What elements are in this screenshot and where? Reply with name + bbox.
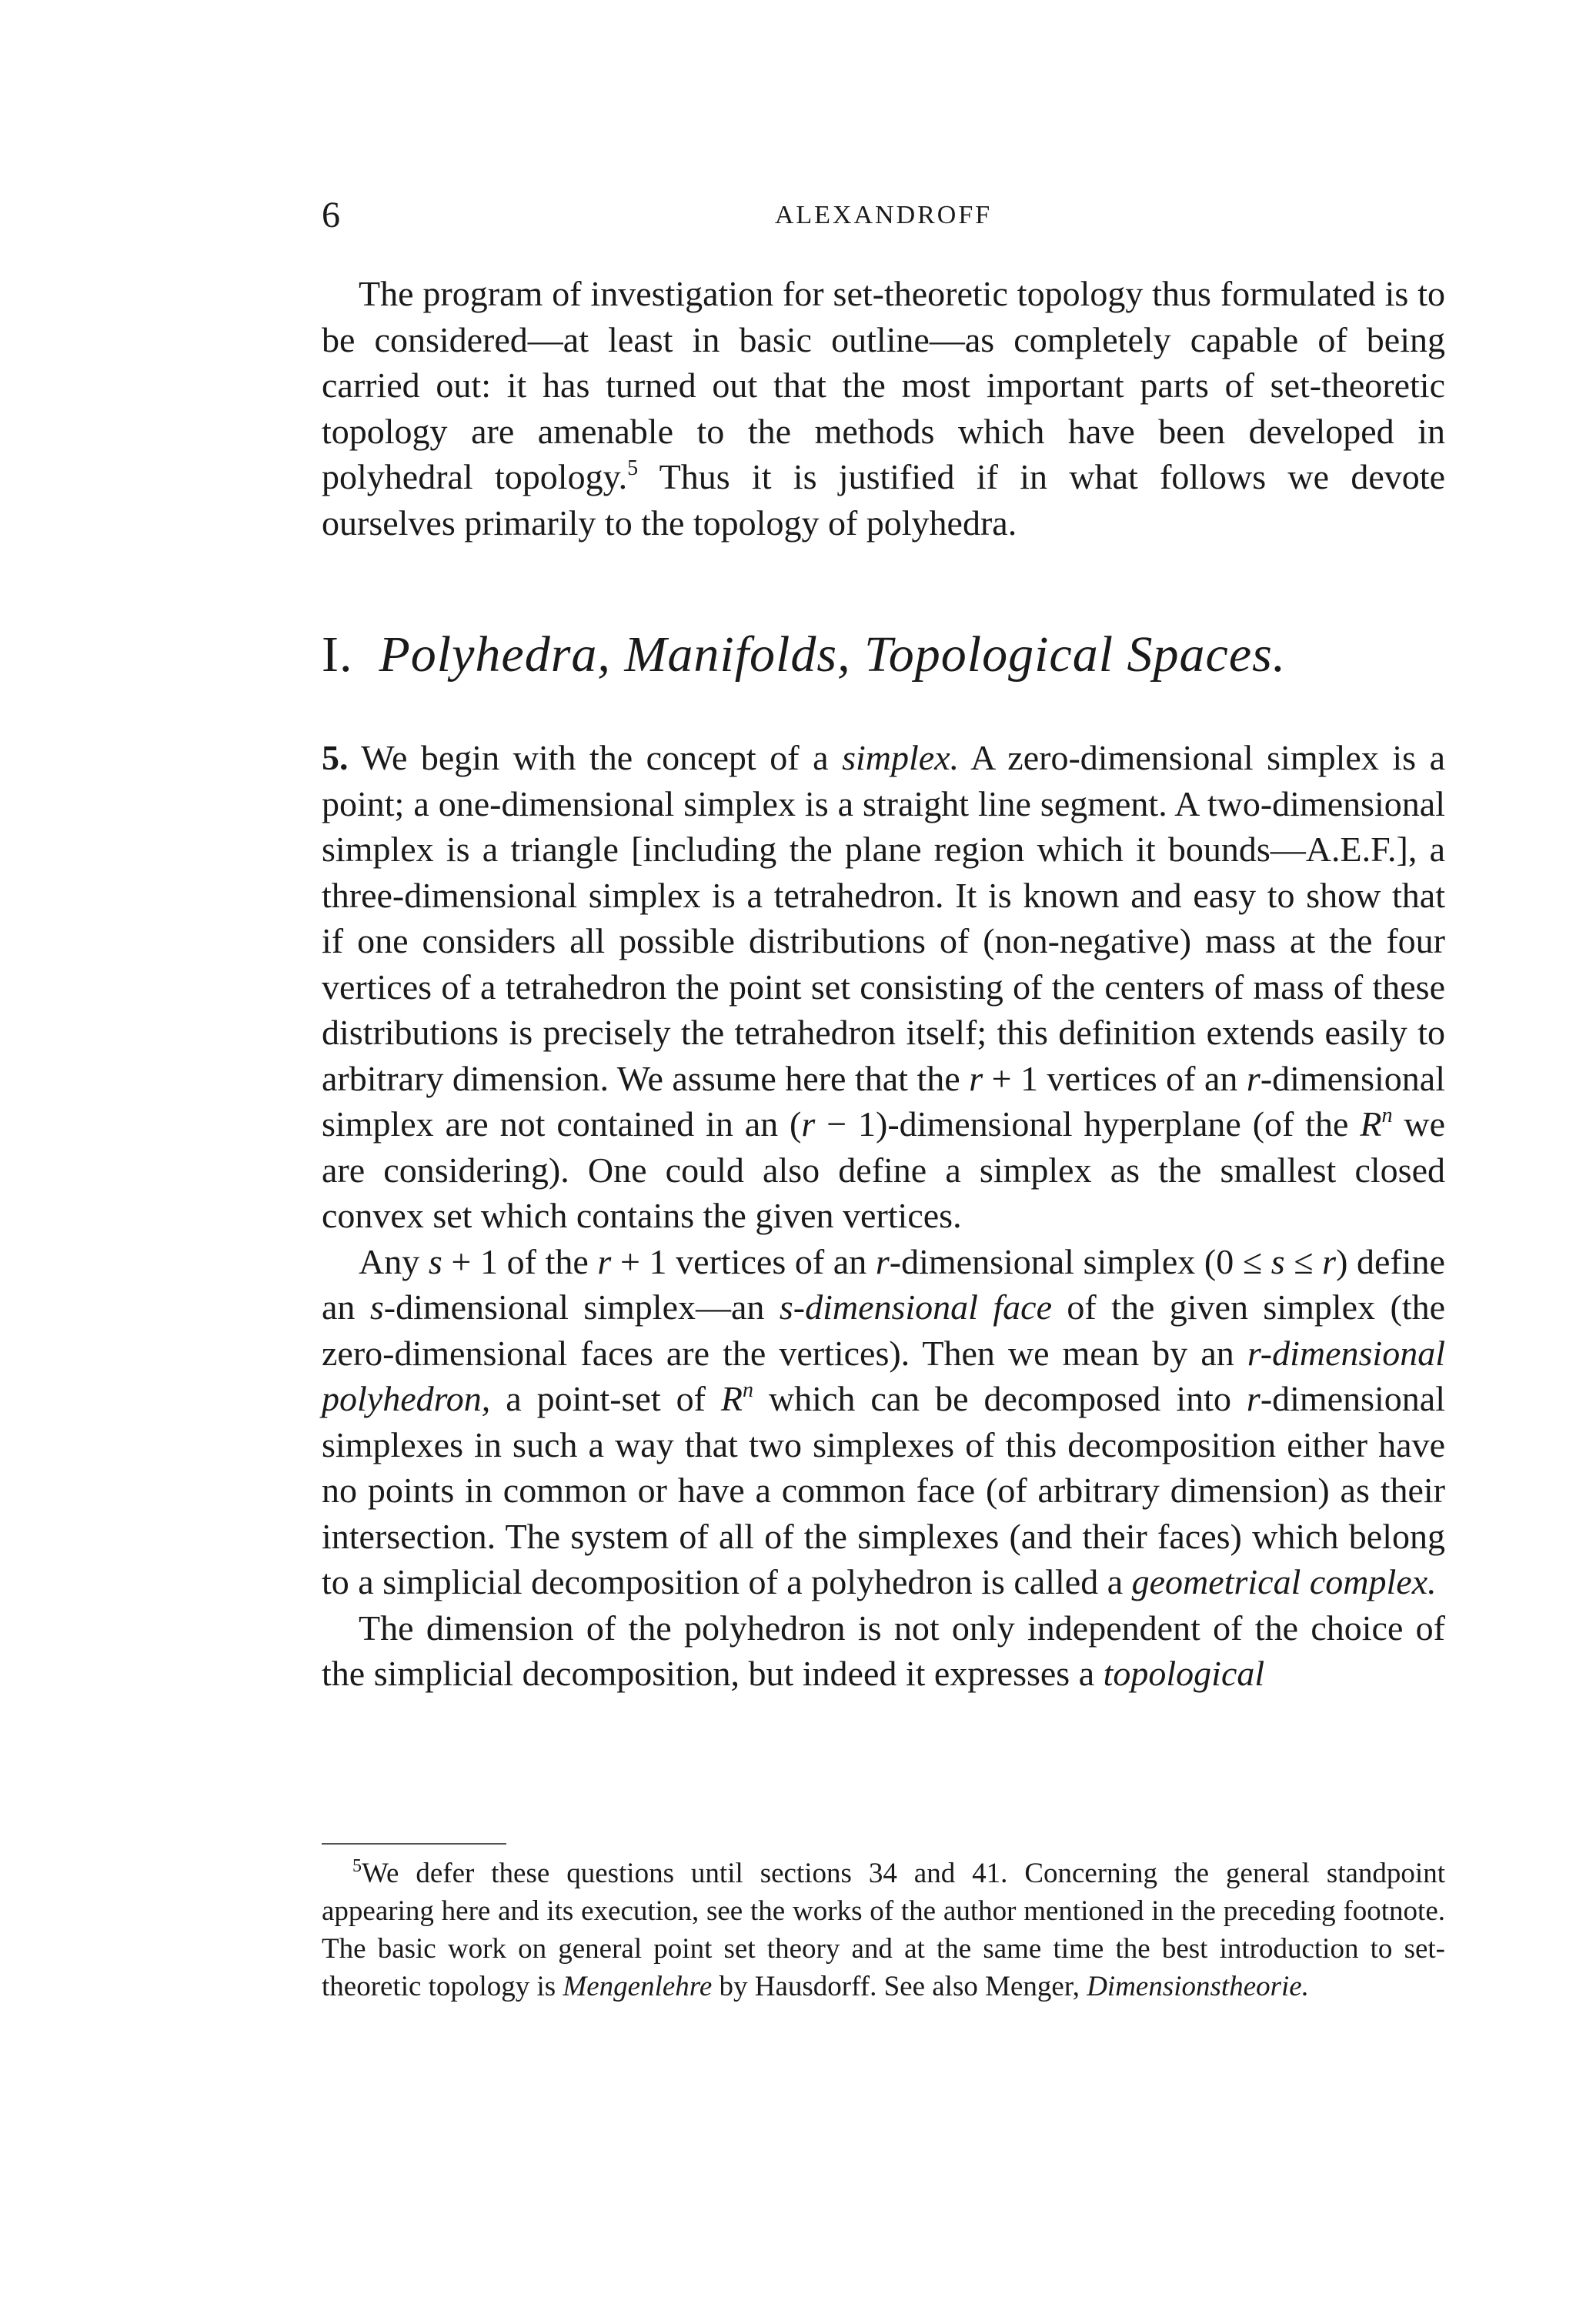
page-number: 6 bbox=[322, 195, 340, 235]
math-var: s bbox=[1270, 1241, 1285, 1281]
emphasis: geometrical complex. bbox=[1131, 1562, 1437, 1601]
math-exponent: n bbox=[1381, 1104, 1393, 1127]
math-var: r bbox=[969, 1058, 983, 1098]
math-var: R bbox=[1360, 1104, 1382, 1144]
math-var: r bbox=[1246, 1379, 1260, 1418]
math-var: r bbox=[1246, 1058, 1260, 1098]
text-run: -dimensional simplex (0 ≤ bbox=[889, 1241, 1271, 1281]
paragraph-5 bbox=[322, 735, 1445, 1239]
text-run: A zero-dimensional simplex is a point; a one-dimensional simplex is a straight line segment. A two-dimensional simplex is a triangle [including the plane region which it bounds—A.E.F.], a three-dimensional simplex is a tetrahedron. It is known and easy to show that if one considers all possible distributions of (non-negative) mass at the four vertices of a tetrahedron the point set consisting of the centers of mass of these distributions is precisely the tetrahedron itself; this definition extends easily to arbitrary dimension. We assume here that the bbox=[322, 738, 1445, 1098]
math-var: s bbox=[369, 1287, 384, 1327]
paragraph-dimension bbox=[322, 1605, 1445, 1697]
emphasis: topological bbox=[1103, 1654, 1265, 1693]
text-run: by Hausdorff. See also Menger, bbox=[712, 1971, 1087, 2002]
footnote-reference[interactable]: 5 bbox=[627, 456, 639, 480]
text-run: The dimension of the polyhedron is not only independent of the choice of the simplicial decomposition, but indeed it expresses a bbox=[322, 1608, 1445, 1693]
paragraph-faces bbox=[322, 1239, 1445, 1605]
text-run: + 1 vertices of an bbox=[983, 1058, 1247, 1098]
emphasis: Dimensionstheorie. bbox=[1087, 1971, 1309, 2002]
section-number: I. bbox=[322, 626, 353, 683]
text-run: -dimensional simplex—an bbox=[383, 1287, 780, 1327]
text-run: ) define an bbox=[322, 1241, 1445, 1327]
text-run: -dimensional simplexes in such a way that two simplexes of this decomposition either have no points in common or have a common face (of arbitrary dimension) as their intersection. The system of all of the simplexes (and their faces) which belong to a simplicial decomposition of a polyhedron is called a bbox=[322, 1379, 1445, 1601]
text-run: we are considering). One could also define a simplex as the smallest closed convex set which contains the given vertices. bbox=[322, 1104, 1446, 1235]
footnote-marker: 5 bbox=[352, 1856, 362, 1876]
running-head bbox=[322, 192, 1445, 239]
intro-text-a: The program of investigation for set-theoretic topology thus formulated is to be considered—at least in basic outline—as completely capable of being carried out: it has turned out that the most important parts of set-theoretic topology are amenable to the methods which have been developed in polyhedral topology. bbox=[322, 274, 1445, 496]
text-run: -dimensional simplex are not contained in an ( bbox=[322, 1058, 1445, 1144]
math-exponent: n bbox=[742, 1378, 753, 1402]
running-title: ALEXANDROFF bbox=[774, 201, 993, 229]
emphasis: s-dimensional face bbox=[779, 1287, 1052, 1327]
text-run: a point-set of bbox=[490, 1379, 721, 1418]
intro-text-b: Thus it is justified if in what follows we devote ourselves primarily to the topology of polyhedra. bbox=[322, 457, 1445, 543]
text-run: which can be decomposed into bbox=[753, 1379, 1247, 1418]
text-run: We begin with the concept of a bbox=[348, 738, 843, 777]
emphasis: r-dimensional polyhedron, bbox=[322, 1333, 1445, 1418]
math-var: r bbox=[597, 1241, 612, 1281]
text-run: of the given simplex (the zero-dimensional faces are the vertices). Then we mean by an bbox=[322, 1287, 1445, 1373]
math-var: r bbox=[801, 1104, 816, 1144]
math-var: s bbox=[428, 1241, 442, 1281]
text-run: + 1 of the bbox=[442, 1241, 598, 1281]
text-run: − 1)-dimensional hyperplane (of the bbox=[815, 1104, 1361, 1144]
paragraph-number: 5. bbox=[322, 738, 349, 777]
footnote-text bbox=[322, 1855, 1445, 2005]
text-run: We defer these questions until sections 34 and 41. Concerning the general standpoint appearing here and its execution, see the works of the author mentioned in the preceding footnote. The basic work on general point set theory and at the same time the best introduction to set-theoretic topology is bbox=[322, 1858, 1445, 2002]
math-var: R bbox=[720, 1379, 743, 1418]
text-run: ≤ bbox=[1284, 1241, 1323, 1281]
footnote-rule bbox=[322, 1843, 506, 1845]
emphasis: Mengenlehre bbox=[563, 1971, 713, 2002]
section-heading bbox=[322, 624, 1445, 686]
emphasis: simplex. bbox=[842, 738, 960, 777]
main-text bbox=[322, 271, 1445, 1697]
math-var: r bbox=[1322, 1241, 1337, 1281]
footnote bbox=[322, 1855, 1445, 2005]
math-var: r bbox=[875, 1241, 890, 1281]
intro-paragraph bbox=[322, 271, 1445, 546]
section-title: Polyhedra, Manifolds, Topological Spaces. bbox=[379, 626, 1287, 683]
text-run: + 1 vertices of an bbox=[611, 1241, 876, 1281]
text-run: Any bbox=[359, 1241, 429, 1281]
